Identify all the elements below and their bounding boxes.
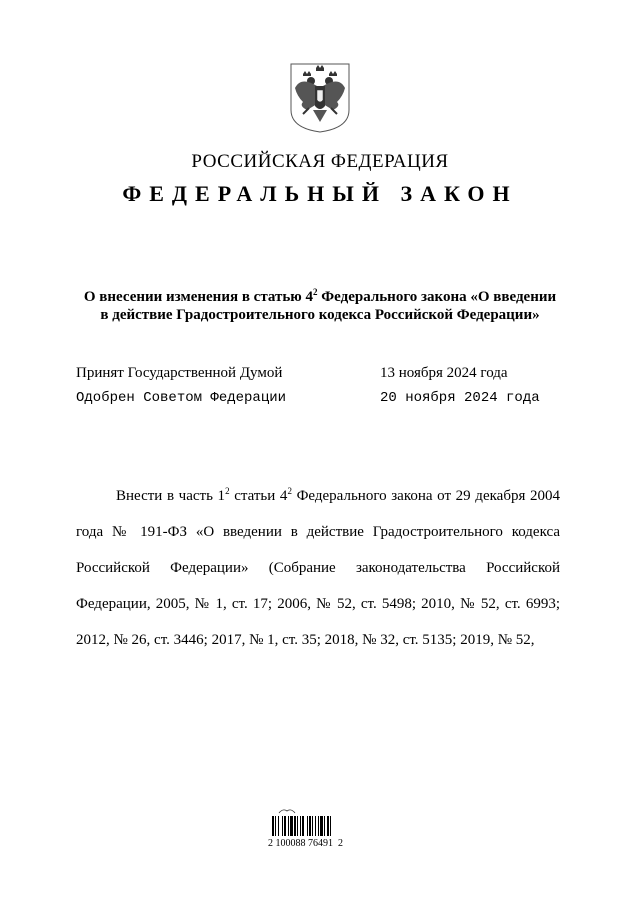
approved-by-council-date: 20 ноября 2024 года <box>380 390 540 406</box>
approved-by-council-label: Одобрен Советом Федерации <box>76 390 287 406</box>
body-text-2: статьи 4 <box>229 488 288 504</box>
law-body-paragraph <box>76 478 560 658</box>
document-barcode <box>268 808 372 856</box>
law-type-heading: ФЕДЕРАЛЬНЫЙ ЗАКОН <box>122 181 518 206</box>
body-text-1: Внести в часть 1 <box>116 488 226 504</box>
law-title <box>60 288 580 324</box>
country-name: РОССИЙСКАЯ ФЕДЕРАЦИЯ <box>191 151 449 172</box>
law-title-line2: в действие Градостроительного кодекса Российской Федерации» <box>100 307 540 323</box>
body-text-3: Федерального закона от 29 декабря 2004 года № 191-ФЗ «О введении в действие Градостроительного кодекса Российской Федерации» (Собрание законодательства Российской Федерации, 2005, № 1, ст. 17; 2006, № 52, ст. 5498; 2010, № 52, ст. 6993; 2012, № 26, ст. 3446; 2017, № 1, ст. 35; 2018, № 32, ст. 5135; 2019, № 52, <box>76 488 560 648</box>
adopted-by-duma-label: Принят Государственной Думой <box>76 365 283 381</box>
barcode-mark-icon <box>278 808 296 814</box>
barcode-number: 2 100088 76491 2 <box>268 838 343 849</box>
barcode-bars <box>268 816 372 836</box>
law-title-part2: Федерального закона «О введении <box>317 289 557 305</box>
russian-coat-of-arms-icon <box>289 62 351 134</box>
body-sup-1: 2 <box>225 486 230 496</box>
adopted-by-duma-date: 13 ноября 2024 года <box>380 365 508 381</box>
body-sup-2: 2 <box>287 486 292 496</box>
law-title-part1: О внесении изменения в статью 4 <box>83 289 314 305</box>
law-title-sup: 2 <box>313 287 318 297</box>
